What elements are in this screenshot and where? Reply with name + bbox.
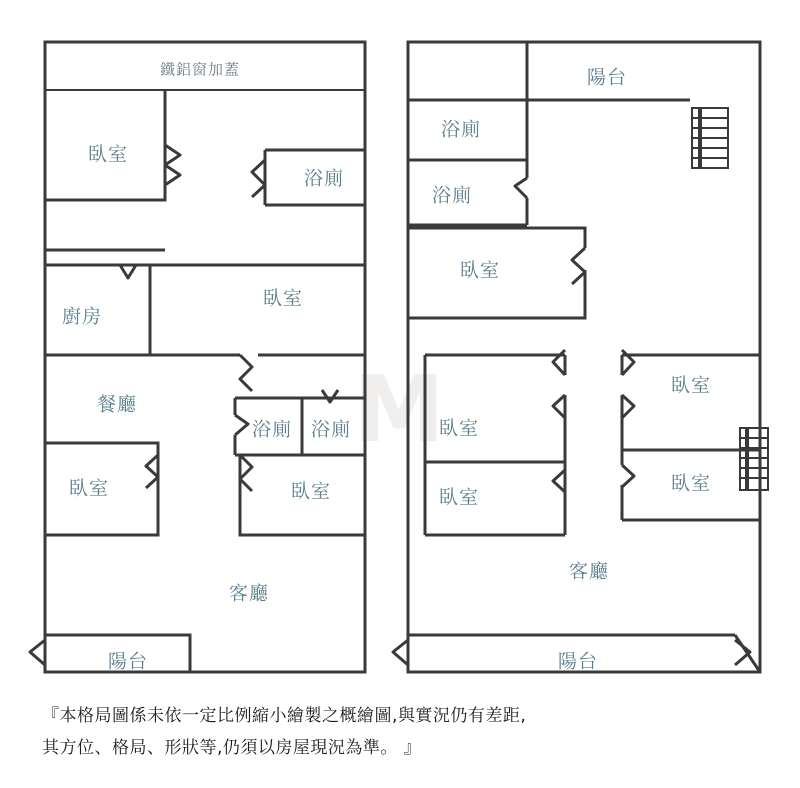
watermark: M [353, 356, 447, 463]
room-label-balcony: 陽台 [586, 66, 628, 89]
disclaimer-line-2: 其方位、格局、形狀等,仍須以房屋現況為準。 』 [42, 738, 422, 758]
room-label-bedroom: 臥室 [670, 472, 712, 495]
room-label-bedroom: 臥室 [87, 143, 129, 166]
room-label-bedroom: 臥室 [459, 259, 501, 282]
room-label-balcony: 陽台 [557, 650, 599, 673]
room-label-bedroom: 臥室 [438, 417, 480, 440]
room-label-bathroom: 浴廁 [431, 184, 473, 207]
room-label-bedroom: 臥室 [68, 477, 110, 500]
room-label-bathroom: 浴廁 [251, 418, 293, 441]
room-label-iron-window-cover: 鐵鋁窗加蓋 [159, 60, 241, 79]
room-label-bedroom: 臥室 [262, 287, 304, 310]
room-label-balcony: 陽台 [107, 650, 149, 673]
room-label-bathroom: 浴廁 [310, 418, 352, 441]
room-label-dining: 餐廳 [96, 393, 138, 416]
room-label-bedroom: 臥室 [290, 480, 332, 503]
room-label-bathroom: 浴廁 [440, 118, 482, 141]
disclaimer-note [42, 700, 762, 764]
room-label-bedroom: 臥室 [438, 486, 480, 509]
room-label-bathroom: 浴廁 [303, 167, 345, 190]
disclaimer-line-1: 『本格局圖係未依一定比例縮小繪製之概繪圖,與實況仍有差距, [42, 706, 527, 726]
room-label-bedroom: 臥室 [670, 374, 712, 397]
room-label-living-room: 客廳 [568, 560, 610, 583]
room-label-living-room: 客廳 [228, 582, 270, 605]
room-label-kitchen: 廚房 [61, 305, 103, 328]
